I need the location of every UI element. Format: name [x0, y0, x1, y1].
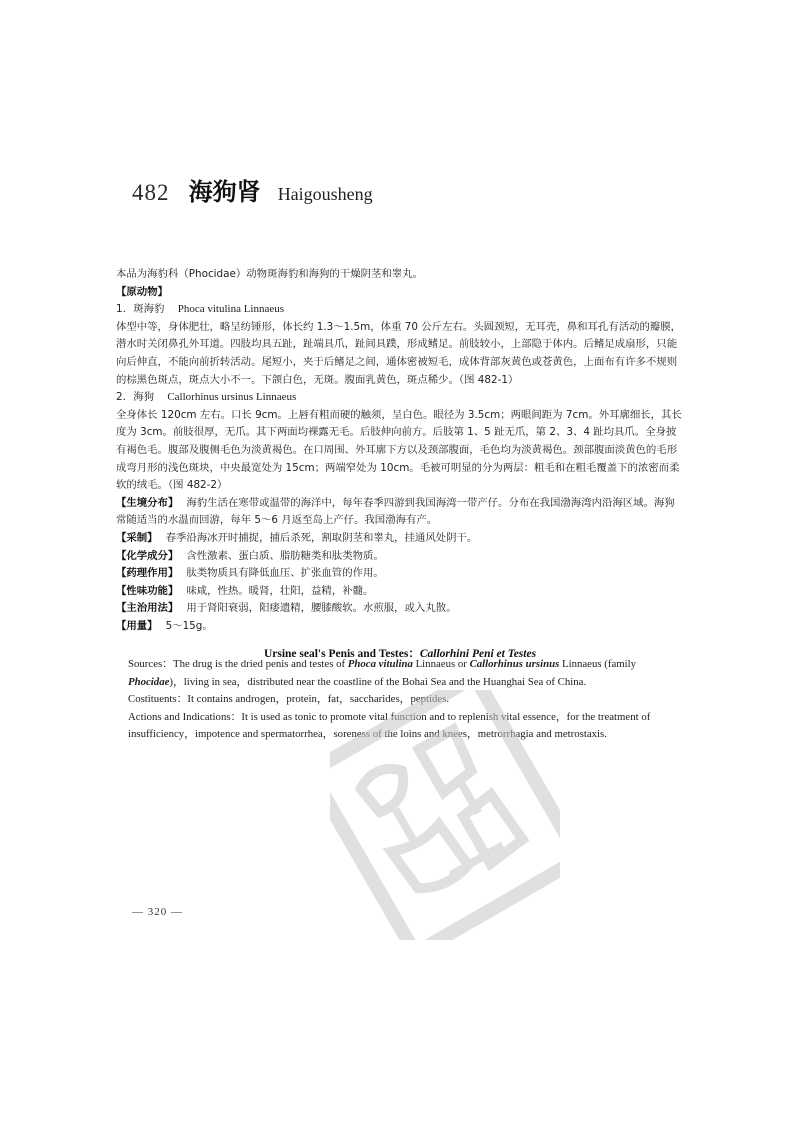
entry-title-cn: 海狗肾: [188, 178, 261, 206]
species1-description: 体型中等，身体肥壮，略呈纺锤形，体长约 1.3～1.5m，体重 70 公斤左右。头圆颈短，无耳壳，鼻和耳孔有活动的瓣膜，潜水时关闭鼻孔外耳道。四肢均具五趾，趾端具爪，趾间具蹼，形成鳍足。前肢较小，上部隐于体内。后鳍足成扇形，只能向后伸直，不能向前折转活动。尾短小，夹于后鳍足之间，通体密被短毛，成体背部灰黄色或苍黄色，上面布有许多不规则的棕黑色斑点，斑点大小不一。下颌白色，无斑。腹面乳黄色，斑点稀少。（图 482-1）: [116, 320, 682, 386]
species2-description: 全身体长 120cm 左右。口长 9cm。上唇有粗而硬的触须，呈白色。眼径为 3.5cm；两眼间距为 7cm。外耳廓细长，其长度为 3cm。前肢很厚，无爪。其下两面均裸露无毛。后肢伸向前方。后肢第 1、5 趾无爪，第 2、3、4 趾均具爪。全身披有褐色毛。腹部及腹侧毛色为淡黄褐色。在口周围、外耳廓下方以及颈部腹面，毛色均为淡黄褐色。颈部腹面淡黄色的毛形成弯月形的浅色斑块，中央最宽处为 15cm；两端窄处为 10cm。毛被可明显的分为两层：粗毛和在粗毛覆盖下的浓密而柔软的绒毛。（图 482-2）: [116, 408, 682, 492]
section-dosage: 【用量】 5～15g。: [116, 619, 213, 632]
chinese-body: [116, 266, 684, 635]
species2-heading: 2. 海狗 Callorhinus ursinus Linnaeus: [116, 391, 297, 404]
english-sources: Sources：The drug is the dried penis and testes of Phoca vitulina Linnaeus or Callorhinus ursinus Linnaeus (family Phocidae)，living in sea，distributed near the coastline of the Bohai Sea and the Huanghai Sea of China.: [128, 658, 637, 688]
entry-heading: [132, 172, 373, 212]
english-constituents: Costituents：It contains androgen，protein，fat，saccharides，peptides.: [128, 693, 450, 705]
species2-cn-name: 海狗: [133, 391, 155, 404]
english-actions: Actions and Indications：It is used as tonic to promote vital function and to replenish vital essence，for the treatment of insufficiency，impotence and spermatorrhea，soreness of the loins and knees，metrorrhagia and metrostaxis.: [128, 710, 651, 740]
section-pharmacology: 【药理作用】 肽类物质具有降低血压、扩张血管的作用。: [116, 567, 384, 580]
species1-heading: 1. 斑海豹 Phoca vitulina Linnaeus: [116, 303, 285, 316]
section-chemistry: 【化学成分】 含性激素、蛋白质、脂肪糖类和肽类物质。: [116, 549, 384, 562]
watermark-seal-image: [330, 690, 560, 940]
entry-title-pinyin: Haigousheng: [277, 184, 373, 204]
entry-number: 482: [132, 180, 170, 205]
section-usage: 【主治用法】 用于肾阳衰弱，阳痿遗精，腰膝酸软。水煎服，或入丸散。: [116, 602, 457, 615]
intro-paragraph: 本品为海豹科（Phocidae）动物斑海豹和海狗的干燥阴茎和睾丸。: [116, 268, 423, 280]
section-collection: 【采制】 春季沿海冰开时捕捉，捕后杀死，割取阴茎和睾丸，挂通风处阴干。: [116, 531, 478, 544]
section-properties: 【性味功能】 味咸，性热。暖肾，壮阳，益精，补髓。: [116, 584, 374, 597]
species2-latin: Callorhinus ursinus Linnaeus: [167, 391, 297, 404]
species1-latin: Phoca vitulina Linnaeus: [177, 303, 285, 316]
section-habitat: 【生境分布】 海豹生活在寒带或温带的海洋中，每年春季四游到我国海湾一带产仔。分布在我国渤海湾内沿海区域。海狗常随适当的水温而回游，每年 5～6 月返至岛上产仔。我国渤海有产。: [116, 496, 675, 527]
page-number: — 320 —: [132, 906, 183, 918]
english-title-latin: Callorhini Peni et Testes: [419, 648, 537, 660]
english-title: Ursine seal's Penis and Testes：Callorhini Peni et Testes: [263, 648, 537, 660]
origin-header: 【原动物】: [116, 285, 168, 298]
species1-cn-name: 斑海豹: [133, 303, 165, 316]
